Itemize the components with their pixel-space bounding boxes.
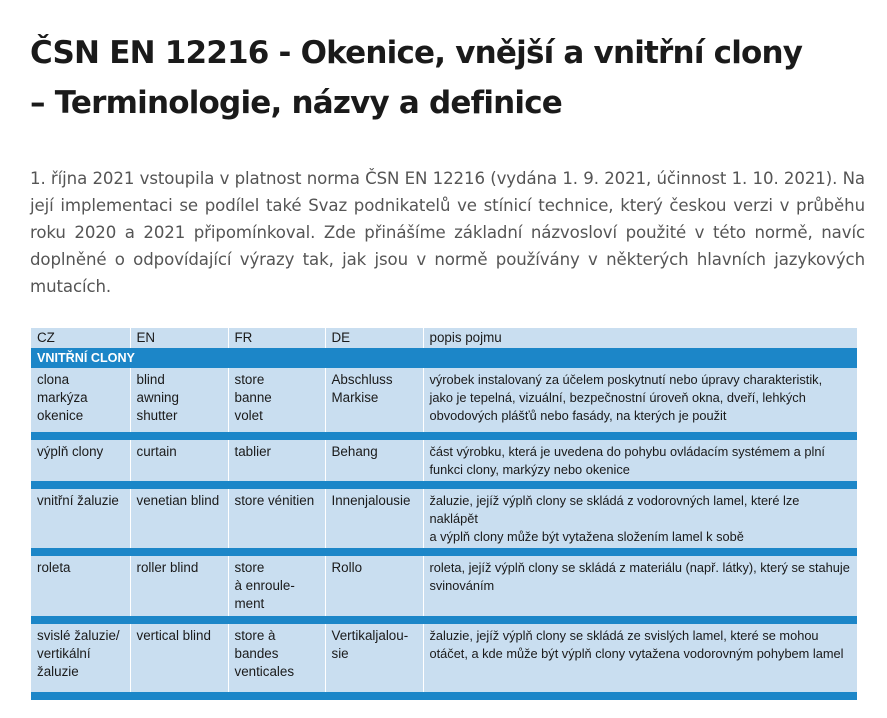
cell-line: roller blind [136,560,199,575]
cell-line: Vertikaljalou- [331,628,409,643]
title-line-1: ČSN EN 12216 - Okenice, vnější a vnitřní clony [30,35,803,71]
cell-cz [31,368,130,432]
cell-line: store vénitien [234,493,315,508]
cell-line: tablier [234,444,271,459]
cell-de [325,624,423,692]
cell-de [325,556,423,616]
cell-desc [423,624,857,692]
table-row [31,624,857,692]
cell-de [325,368,423,432]
row-separator [31,432,857,440]
page-title [30,28,870,128]
section-title: VNITŘNÍ CLONY [31,348,857,368]
cell-desc [423,556,857,616]
cell-line: výplň clony [37,444,104,459]
separator-band [31,616,857,624]
cell-cz [31,489,130,548]
cell-en [130,440,228,481]
cell-line: obvodových plášťů nebo fasády, na kterých je použit [429,408,727,423]
table-row [31,556,857,616]
table-row [31,489,857,548]
separator-band [31,548,857,556]
cell-line: jako je tepelná, vizuální, bezpečnostní úroveň okna, dveří, lehkých [429,390,806,405]
row-separator [31,481,857,489]
cell-desc [423,440,857,481]
cell-en [130,368,228,432]
separator-band [31,692,857,700]
cell-desc [423,368,857,432]
section-row [31,348,857,368]
cell-en [130,556,228,616]
cell-line: à enroule- [234,578,295,593]
cell-line: svislé žaluzie/ [37,628,120,643]
cell-cz [31,556,130,616]
cell-line: výrobek instalovaný za účelem poskytnutí nebo úpravy charakteristik, [429,372,823,387]
intro-paragraph: 1. října 2021 vstoupila v platnost norma ČSN EN 12216 (vydána 1. 9. 2021, účinnost 1. 10. 2021). Na její implementaci se podílel také Svaz podnikatelů ve stínicí technice, který českou verzi v průběhu roku 2020 a 2021 připomínkoval. Zde přinášíme základní názvosloví použité v této normě, navíc doplněné o odpovídající výrazy tak, jak jsou v normě používány v některých hlavních jazykových mutacích. [30,169,865,296]
cell-fr [228,368,325,432]
cell-line: žaluzie, jejíž výplň clony se skládá ze svislých lamel, které se mohou [429,628,819,643]
cell-fr [228,556,325,616]
separator-band [31,481,857,489]
cell-cz [31,624,130,692]
cell-line: okenice [37,408,84,423]
cell-cz [31,440,130,481]
cell-line: Innenjalousie [331,493,411,508]
cell-line: venticales [234,664,295,679]
cell-line: store [234,560,265,575]
cell-line: funkci clony, markýzy nebo okenice [429,462,630,477]
cell-line: volet [234,408,263,423]
cell-en [130,624,228,692]
cell-line: Behang [331,444,378,459]
table-row [31,368,857,432]
cell-line: žaluzie [37,664,79,679]
cell-line: ment [234,596,265,611]
cell-desc [423,489,857,548]
cell-line: část výrobku, která je uvedena do pohybu ovládacím systémem a plní [429,444,825,459]
table-header-row [31,328,857,348]
title-line-2: – Terminologie, názvy a definice [30,85,563,121]
header-fr: FR [228,328,325,348]
cell-line: a výplň clony může být vytažena složením lamel k sobě [429,529,744,544]
terminology-table [31,328,857,700]
cell-line: store [234,372,265,387]
cell-line: Markise [331,390,379,405]
cell-line: venetian blind [136,493,220,508]
header-de: DE [325,328,423,348]
cell-line: clona [37,372,70,387]
cell-line: roleta [37,560,71,575]
cell-line: roleta, jejíž výplň clony se skládá z materiálu (např. látky), který se stahuje [429,560,850,575]
cell-line: markýza [37,390,88,405]
cell-line: žaluzie, jejíž výplň clony se skládá z vodorovných lamel, které lze naklápět [429,493,800,526]
cell-line: Rollo [331,560,363,575]
cell-line: otáčet, a kde může být výplň clony vytažena vodorovným pohybem lamel [429,646,844,661]
cell-line: vertical blind [136,628,211,643]
row-separator [31,692,857,700]
cell-de [325,440,423,481]
cell-line: blind [136,372,165,387]
cell-line: vertikální [37,646,91,661]
cell-line: awning [136,390,179,405]
cell-fr [228,624,325,692]
cell-fr [228,440,325,481]
cell-line: Abschluss [331,372,393,387]
row-separator [31,548,857,556]
separator-band [31,432,857,440]
cell-fr [228,489,325,548]
cell-line: vnitřní žaluzie [37,493,119,508]
cell-line: shutter [136,408,178,423]
cell-en [130,489,228,548]
cell-line: svinováním [429,578,495,593]
cell-line: banne [234,390,272,405]
header-en: EN [130,328,228,348]
cell-de [325,489,423,548]
cell-line: sie [331,646,349,661]
table-row [31,440,857,481]
header-description: popis pojmu [423,328,857,348]
header-cz: CZ [31,328,130,348]
cell-line: curtain [136,444,177,459]
row-separator [31,616,857,624]
cell-line: store à bandes [234,628,279,661]
